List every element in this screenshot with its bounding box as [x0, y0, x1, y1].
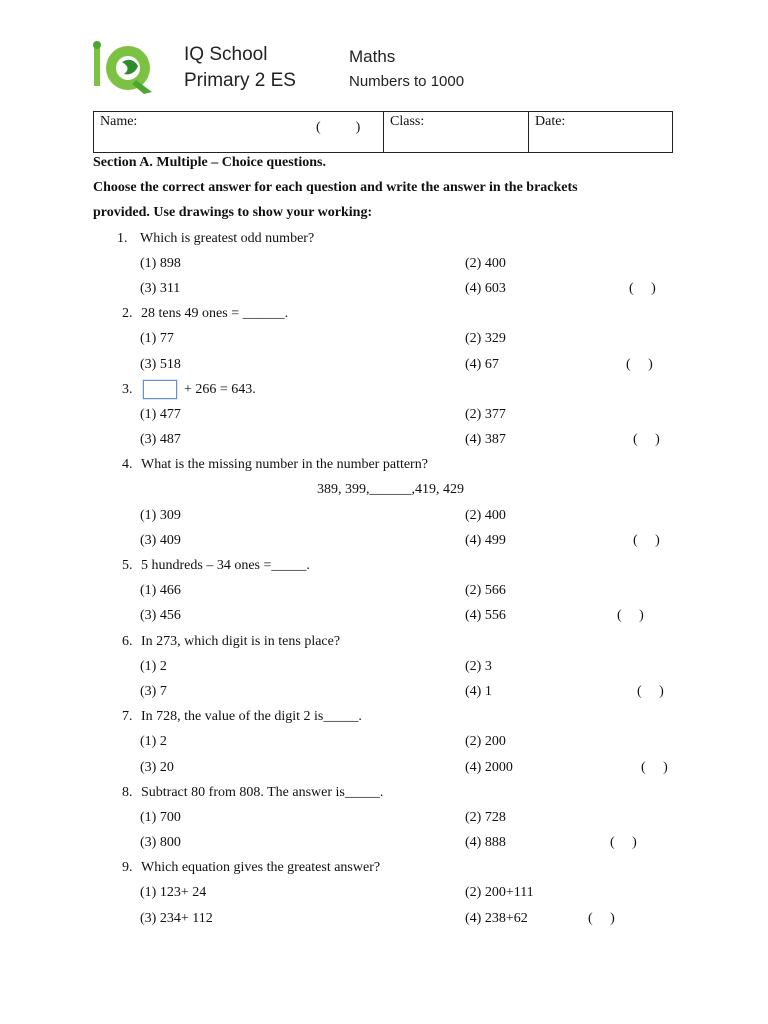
option-3[interactable]: (3) 234+ 112 [140, 911, 213, 926]
option-1[interactable]: (1) 898 [140, 256, 181, 271]
answer-brackets[interactable]: ( ) [641, 760, 668, 775]
option-4[interactable]: (4) 556 [465, 608, 506, 623]
question-number: 5. [122, 558, 133, 573]
option-4[interactable]: (4) 1 [465, 684, 492, 699]
question-text: 28 tens 49 ones = ______. [141, 306, 289, 321]
option-2[interactable]: (2) 200+111 [465, 885, 534, 900]
name-cell[interactable] [94, 112, 384, 152]
option-1[interactable]: (1) 466 [140, 583, 181, 598]
question-text: In 728, the value of the digit 2 is_____. [141, 709, 362, 724]
class-label: Class: [390, 114, 425, 129]
answer-brackets[interactable]: ( ) [588, 911, 615, 926]
topic-title: Numbers to 1000 [349, 73, 465, 90]
option-3[interactable]: (3) 800 [140, 835, 181, 850]
question-number: 9. [122, 860, 133, 875]
option-2[interactable]: (2) 566 [465, 583, 506, 598]
answer-brackets[interactable]: ( ) [633, 533, 660, 548]
answer-brackets[interactable]: ( ) [626, 357, 653, 372]
option-1[interactable]: (1) 2 [140, 734, 167, 749]
question-text: What is the missing number in the number pattern? [141, 457, 428, 472]
question-number: 4. [122, 457, 133, 472]
option-3[interactable]: (3) 456 [140, 608, 181, 623]
question-text: Which equation gives the greatest answer? [141, 860, 381, 875]
name-brackets: ( ) [316, 120, 361, 135]
option-2[interactable]: (2) 728 [465, 810, 506, 825]
question-text: 5 hundreds – 34 ones =_____. [141, 558, 310, 573]
answer-brackets[interactable]: ( ) [610, 835, 637, 850]
student-info-table [93, 111, 673, 153]
option-4[interactable]: (4) 603 [465, 281, 506, 296]
question-number: 7. [122, 709, 133, 724]
option-3[interactable]: (3) 518 [140, 357, 181, 372]
class-level: Primary 2 ES [184, 70, 296, 91]
question-text: In 273, which digit is in tens place? [141, 634, 341, 649]
answer-brackets[interactable]: ( ) [617, 608, 644, 623]
option-2[interactable]: (2) 3 [465, 659, 492, 674]
date-cell[interactable] [529, 112, 672, 152]
question-text: Subtract 80 from 808. The answer is_____. [141, 785, 384, 800]
option-1[interactable]: (1) 309 [140, 508, 181, 523]
option-2[interactable]: (2) 329 [465, 331, 506, 346]
section-instruction-line-1: Choose the correct answer for each question and write the answer in the brackets [93, 180, 578, 195]
question-number: 6. [122, 634, 133, 649]
option-4[interactable]: (4) 2000 [465, 760, 513, 775]
option-4[interactable]: (4) 67 [465, 357, 499, 372]
option-2[interactable]: (2) 400 [465, 508, 506, 523]
option-3[interactable]: (3) 20 [140, 760, 174, 775]
question-text: Which is greatest odd number? [140, 231, 315, 246]
option-3[interactable]: (3) 487 [140, 432, 181, 447]
question-number: 1. [117, 231, 128, 246]
question-text: + 266 = 643. [184, 382, 256, 397]
section-title: Section A. Multiple – Choice questions. [93, 155, 326, 170]
option-4[interactable]: (4) 387 [465, 432, 506, 447]
option-3[interactable]: (3) 311 [140, 281, 181, 296]
school-name: IQ School [184, 44, 268, 65]
option-3[interactable]: (3) 409 [140, 533, 181, 548]
answer-brackets[interactable]: ( ) [637, 684, 664, 699]
option-3[interactable]: (3) 7 [140, 684, 167, 699]
name-label: Name: [100, 114, 138, 129]
question-number: 8. [122, 785, 133, 800]
option-2[interactable]: (2) 400 [465, 256, 506, 271]
option-2[interactable]: (2) 377 [465, 407, 506, 422]
logo-dot [93, 41, 101, 49]
option-1[interactable]: (1) 700 [140, 810, 181, 825]
option-1[interactable]: (1) 123+ 24 [140, 885, 207, 900]
option-1[interactable]: (1) 77 [140, 331, 174, 346]
question-number: 3. [122, 382, 133, 397]
logo-letter-i [94, 46, 100, 86]
iq-school-logo [92, 40, 158, 96]
option-1[interactable]: (1) 2 [140, 659, 167, 674]
section-instruction-line-2: provided. Use drawings to show your working: [93, 205, 373, 220]
date-label: Date: [535, 114, 566, 129]
option-4[interactable]: (4) 238+62 [465, 911, 528, 926]
answer-brackets[interactable]: ( ) [633, 432, 660, 447]
question-number: 2. [122, 306, 133, 321]
subject-title: Maths [349, 47, 396, 66]
option-4[interactable]: (4) 888 [465, 835, 506, 850]
answer-brackets[interactable]: ( ) [629, 281, 656, 296]
option-1[interactable]: (1) 477 [140, 407, 181, 422]
option-2[interactable]: (2) 200 [465, 734, 506, 749]
missing-number-box[interactable] [143, 380, 177, 399]
class-cell[interactable] [384, 112, 529, 152]
number-pattern: 389, 399,______,419, 429 [317, 482, 464, 497]
option-4[interactable]: (4) 499 [465, 533, 506, 548]
